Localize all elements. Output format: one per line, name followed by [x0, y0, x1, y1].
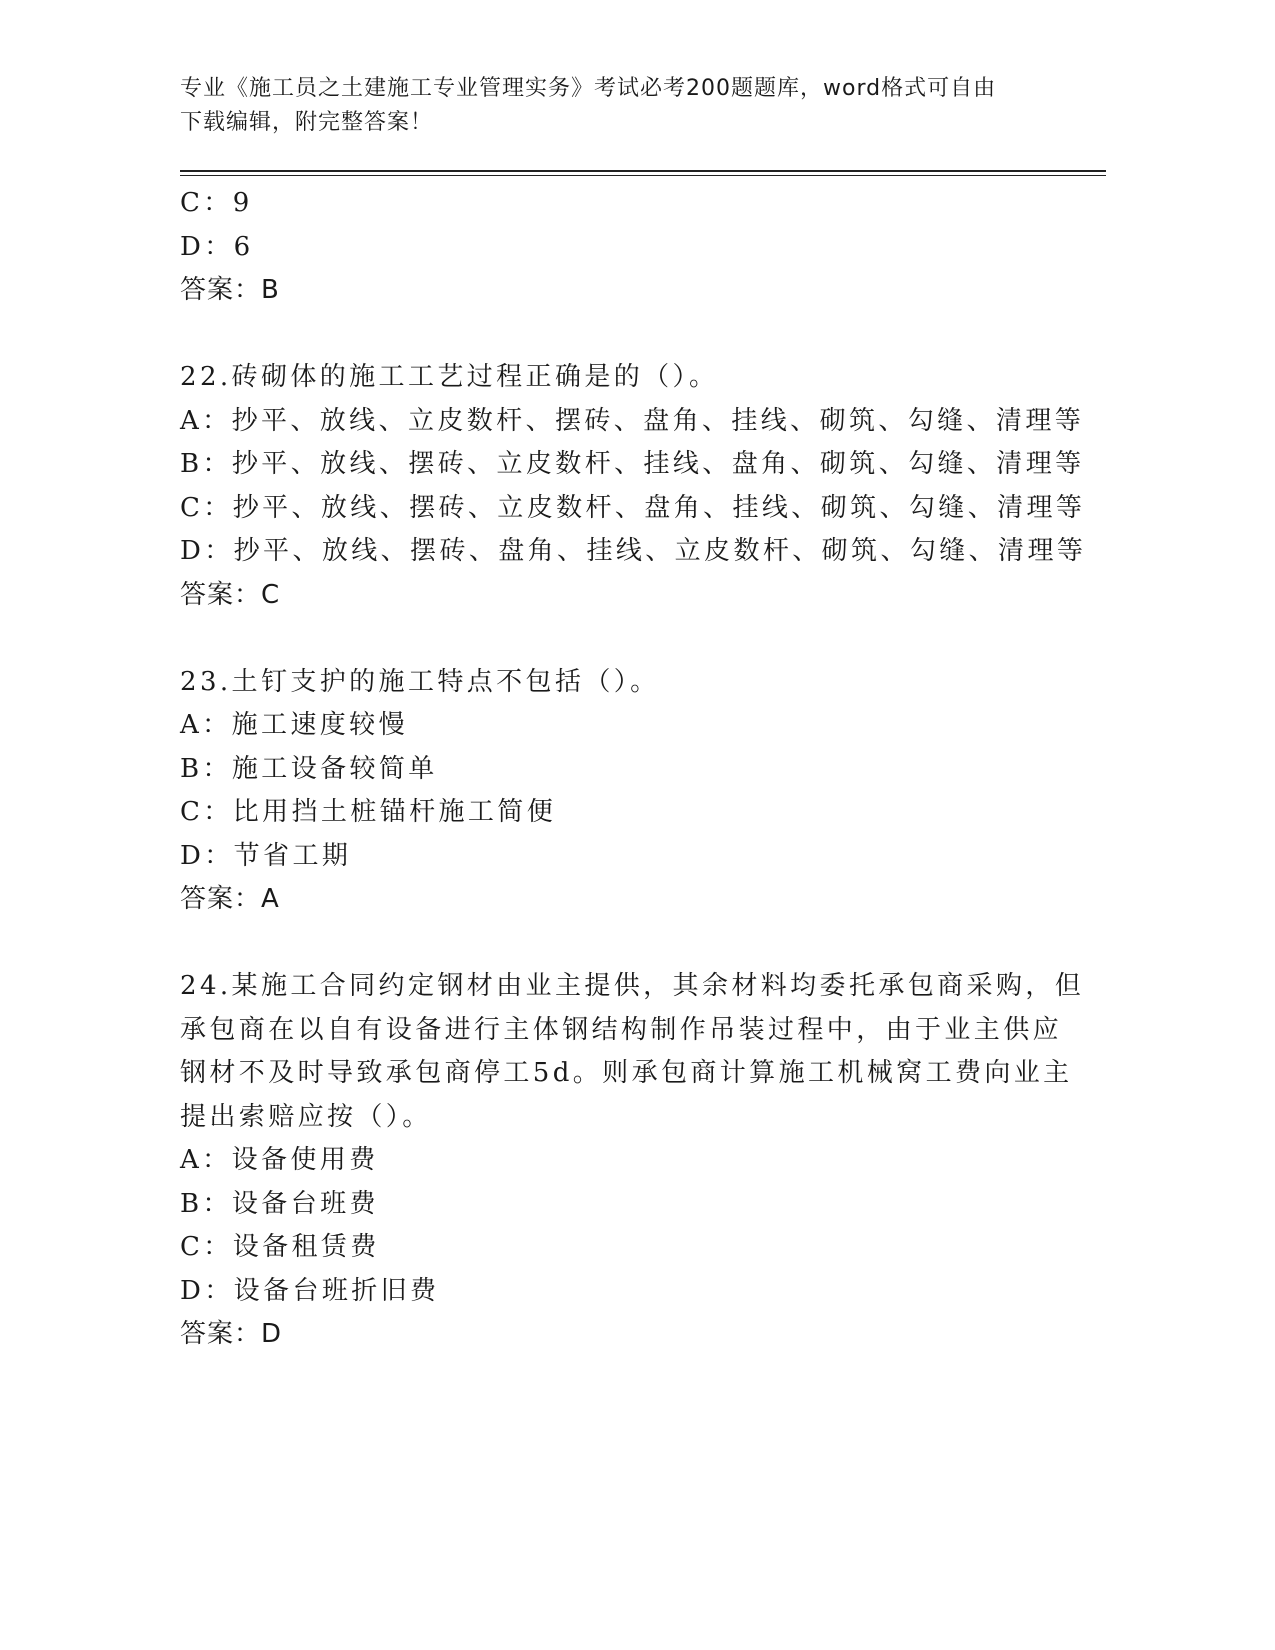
- document-header: [180, 72, 1060, 140]
- question-stem-line-2: 承包商在以自有设备进行主体钢结构制作吊装过程中，由于业主供应: [180, 1014, 1063, 1045]
- option-a: A：设备使用费: [180, 1145, 379, 1175]
- answer-line: 答案：D: [180, 1319, 283, 1349]
- question-stem: 23.土钉支护的施工特点不包括（）。: [180, 666, 660, 697]
- question-23: [180, 661, 1040, 922]
- option-d: D：节省工期: [180, 840, 352, 871]
- answer-line: 答案：B: [180, 275, 280, 305]
- question-stem-line-4: 提出索赔应按（）。: [180, 1101, 432, 1132]
- question-stem-line-1: 24.某施工合同约定钢材由业主提供，其余材料均委托承包商采购，但: [180, 971, 1085, 1001]
- answer-line: 答案：C: [180, 579, 281, 610]
- option-c: C：抄平、放线、摆砖、立皮数杆、盘角、挂线、砌筑、勾缝、清理等: [180, 492, 1086, 523]
- header-line-1: 专业《施工员之土建施工专业管理实务》考试必考200题题库，word格式可自由: [180, 76, 997, 101]
- spacer: [180, 313, 1040, 357]
- option-a: A：施工速度较慢: [180, 710, 408, 740]
- spacer: [180, 617, 1040, 661]
- option-c: C：9: [180, 188, 253, 218]
- question-24: [180, 965, 1085, 1357]
- option-b: B：施工设备较简单: [180, 753, 438, 784]
- option-c: C：比用挡土桩锚杆施工简便: [180, 797, 557, 827]
- document-body: [180, 182, 1087, 1357]
- spacer: [180, 922, 1040, 966]
- option-d: D：6: [180, 231, 254, 262]
- option-d: D：抄平、放线、摆砖、盘角、挂线、立皮数杆、砌筑、勾缝、清理等: [180, 536, 1087, 566]
- answer-line: 答案：A: [180, 884, 280, 914]
- header-rule-thin: [180, 175, 1106, 176]
- option-b: B：抄平、放线、摆砖、立皮数杆、挂线、盘角、砌筑、勾缝、清理等: [180, 449, 1085, 479]
- question-21-tail: [180, 182, 1040, 313]
- header-line-2: 下载编辑，附完整答案！: [180, 110, 434, 135]
- option-c: C：设备租赁费: [180, 1232, 380, 1262]
- option-d: D：设备台班折旧费: [180, 1275, 440, 1306]
- question-stem-line-3: 钢材不及时导致承包商停工5d。则承包商计算施工机械窝工费向业主: [180, 1058, 1073, 1088]
- option-b: B：设备台班费: [180, 1188, 379, 1219]
- option-a: A：抄平、放线、立皮数杆、摆砖、盘角、挂线、砌筑、勾缝、清理等: [180, 405, 1085, 436]
- question-22: [180, 356, 1087, 617]
- question-stem: 22.砖砌体的施工工艺过程正确是的（）。: [180, 362, 719, 392]
- header-rule-thick: [180, 170, 1106, 172]
